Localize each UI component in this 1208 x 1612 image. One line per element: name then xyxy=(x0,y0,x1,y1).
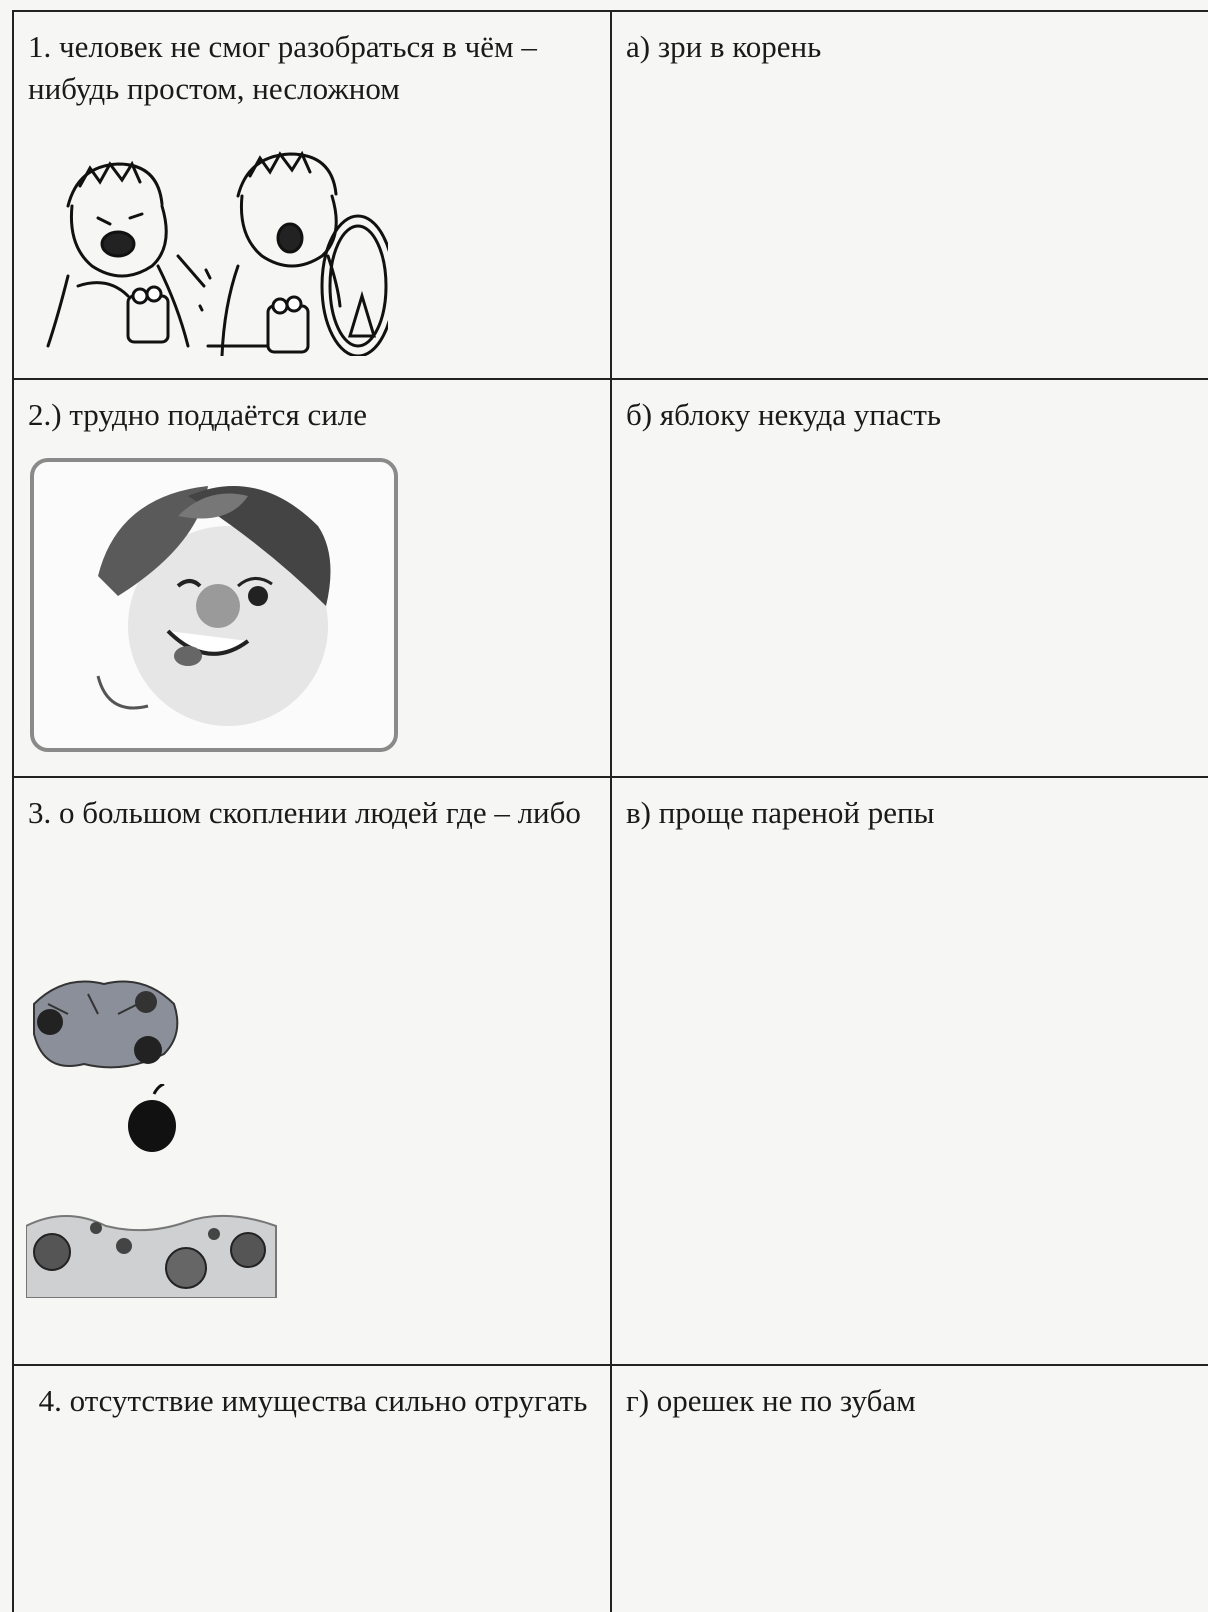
matching-table xyxy=(12,10,1208,1612)
falling-apple xyxy=(124,1084,184,1156)
left-cell-2 xyxy=(13,379,611,777)
definition-text-1: 1. человек не смог разобраться в чём – нибудь простом, несложном xyxy=(28,29,537,106)
apples-falling-from-tree-illustration xyxy=(28,974,598,1298)
phrase-text-v: в) проще пареной репы xyxy=(626,795,935,830)
definition-text-4: 4. отсутствие имущества сильно отругать xyxy=(38,1383,588,1418)
table-row xyxy=(13,777,1208,1365)
definition-text-3: 3. о большом скоплении людей где – либо xyxy=(28,795,581,830)
phrase-text-g: г) орешек не по зубам xyxy=(626,1383,916,1418)
table-row xyxy=(13,1365,1208,1612)
table-row xyxy=(13,379,1208,777)
left-cell-3 xyxy=(13,777,611,1365)
ground-with-apples xyxy=(26,1206,286,1298)
two-boys-cracking-nuts-illustration xyxy=(28,146,388,356)
right-cell-1 xyxy=(611,11,1208,379)
right-cell-4 xyxy=(611,1365,1208,1612)
phrase-text-a: а) зри в корень xyxy=(626,29,822,64)
tree-branch-with-apples xyxy=(28,974,188,1074)
left-cell-1 xyxy=(13,11,611,379)
left-cell-4 xyxy=(13,1365,611,1612)
table-row xyxy=(13,11,1208,379)
definition-text-2: 2.) трудно поддаётся силе xyxy=(28,397,368,432)
smiling-turnip-illustration xyxy=(28,456,400,756)
phrase-text-b: б) яблоку некуда упасть xyxy=(626,397,942,432)
right-cell-3 xyxy=(611,777,1208,1365)
right-cell-2 xyxy=(611,379,1208,777)
